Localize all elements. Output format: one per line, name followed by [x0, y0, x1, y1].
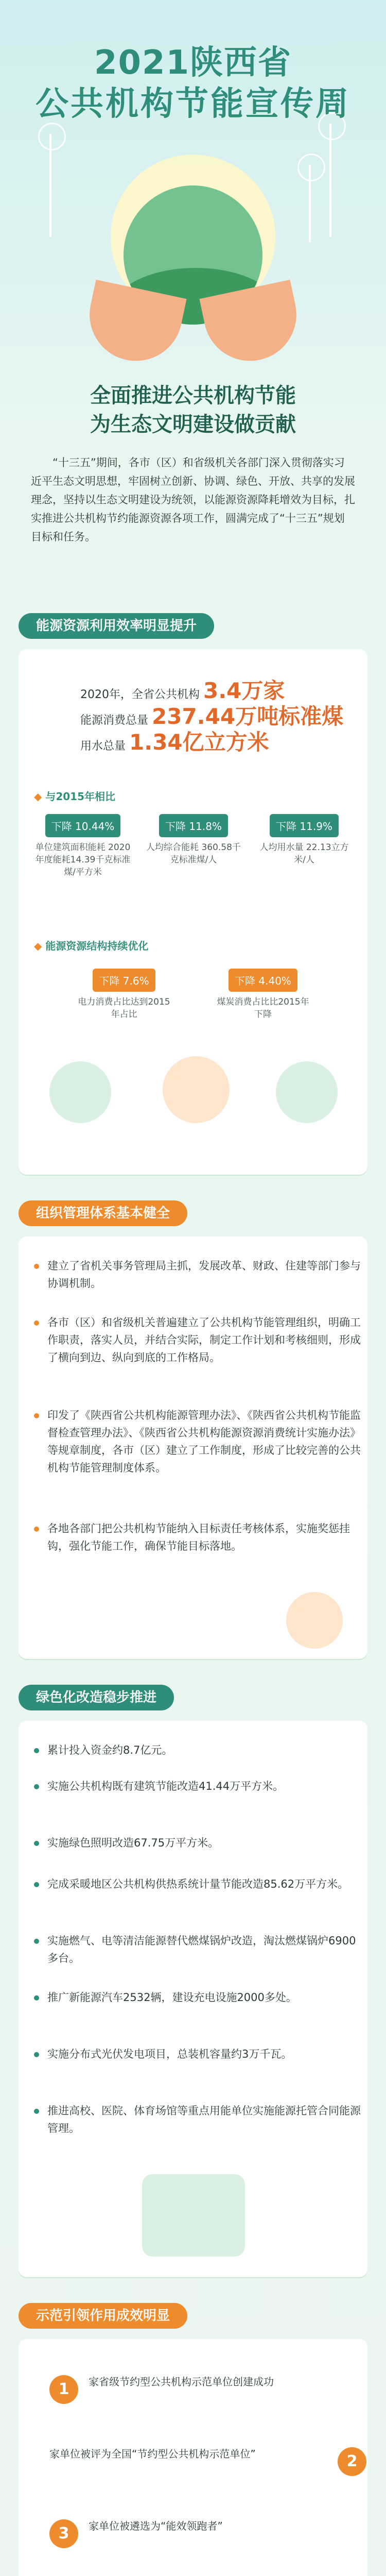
wind-turbine-icon	[329, 124, 331, 237]
demo-row	[49, 2442, 374, 2483]
list-item: 建立了省机关事务管理局主抓，发展改革、财政、住建等部门参与协调机制。	[34, 1257, 365, 1292]
section-banner: 能源资源利用效率明显提升	[19, 613, 214, 639]
demo-row	[49, 2370, 374, 2411]
list-item: 印发了《陕西省公共机构能源管理办法》、《陕西省公共机构节能监督检查管理办法》、《陕西省公共机构能源资源消费统计实施办法》等规章制度，各市（区）建立了工作制度，形成了比较完善的公共机构节能管理制度体系。	[34, 1406, 365, 1477]
energy-value: 237.44万吨标准煤	[152, 704, 344, 729]
kpi-label: 电力消费占比达到2015年占比	[78, 997, 170, 1020]
section-banner: 组织管理体系基本健全	[19, 1200, 187, 1226]
kpi-badge: 下降 11.8%	[159, 814, 228, 837]
list-item: 推进高校、医院、体育场馆等重点用能单位实施能源托管合同能源管理。	[34, 2102, 365, 2137]
document-icon	[286, 1592, 343, 1649]
demo-row	[49, 2514, 374, 2555]
demo-text: 家单位被评为全国“节约型公共机构示范单位”	[49, 2448, 256, 2460]
section-energy-efficiency	[19, 649, 367, 1175]
list-item: 实施公共机构既有建筑节能改造41.44万平方米。	[34, 1777, 365, 1795]
summary-text: 能源消费总量	[80, 714, 149, 727]
section-banner: 示范引领作用成效明显	[19, 2303, 187, 2329]
list-item: 各市（区）和省级机关普遍建立了公共机构节能管理组织，明确工作职责，落实人员，并结合实际，制定工作计划和考核细则，形成了横向到边、纵向到底的工作格局。	[34, 1314, 365, 1366]
units-value: 3.4万家	[203, 678, 285, 703]
demo-number: 2	[338, 2447, 366, 2476]
kpi-badge: 下降 4.40%	[229, 969, 297, 992]
kpi-item	[34, 814, 132, 878]
kpi-badge: 下降 7.6%	[93, 969, 155, 992]
summary-text: 2020年，全省公共机构	[80, 688, 200, 701]
kpi-label: 人均用水量 22.13立方米/人	[259, 842, 349, 865]
demo-text: 家省级节约型公共机构示范单位创建成功	[89, 2376, 274, 2388]
kpi-item	[145, 814, 242, 878]
kpi-item	[75, 969, 173, 1021]
section-management	[19, 1236, 367, 1659]
kpi-row	[75, 969, 312, 1021]
section-banner: 绿色化改造稳步推进	[19, 1685, 174, 1710]
kpi-badge: 下降 10.44%	[45, 814, 121, 837]
structure-label: ◆ 能源资源结构持续优化	[34, 938, 148, 953]
compare-label: ◆ 与2015年相比	[34, 788, 115, 803]
section-demonstration	[19, 2339, 367, 2576]
demo-text: 家单位被遴选为“能效领跑者”	[89, 2520, 223, 2532]
header-year: 2021陕西省	[94, 44, 292, 82]
demo-number: 3	[49, 2519, 78, 2548]
lightning-icon	[276, 1061, 338, 1123]
demo-number: 1	[49, 2375, 78, 2404]
header-slogan	[0, 381, 386, 439]
list-item: 完成采暖地区公共机构供热系统计量节能改造85.62万平方米。	[34, 1875, 365, 1893]
kpi-label: 单位建筑面积能耗 2020年度能耗14.39千克标准煤/平方米	[35, 842, 131, 877]
building-icon	[49, 1061, 111, 1123]
slogan-line: 为生态文明建设做贡献	[90, 413, 296, 436]
kpi-label: 人均综合能耗 360.58千克标准煤/人	[146, 842, 241, 865]
wind-turbine-icon	[49, 134, 51, 237]
list-item: 累计投入资金约8.7亿元。	[34, 1741, 365, 1759]
water-drop-icon	[163, 1056, 230, 1123]
kpi-item	[255, 814, 353, 878]
kpi-row	[34, 814, 353, 878]
energy-summary	[80, 680, 348, 757]
kpi-item	[214, 969, 312, 1021]
list-item: 实施燃气、电等清洁能源替代燃煤锅炉改造，淘汰燃煤锅炉6900多台。	[34, 1932, 365, 1967]
list-item: 实施分布式光伏发电项目，总装机容量约3万千瓦。	[34, 2045, 365, 2063]
section-green-retrofit	[19, 1721, 367, 2277]
list-item: 各地各部门把公共机构节能纳入目标责任考核体系，实施奖惩挂钩，强化节能工作，确保节能目标落地。	[34, 1520, 365, 1555]
kpi-label: 煤炭消费占比比2015年下降	[217, 997, 309, 1020]
header	[0, 0, 386, 608]
water-value: 1.34亿立方米	[129, 730, 269, 755]
solar-panel-icon	[142, 2174, 245, 2257]
slogan-line: 全面推进公共机构节能	[90, 384, 296, 408]
header-intro: “十三五”期间，各市（区）和省级机关各部门深入贯彻落实习近平生态文明思想，牢固树立创新、协调、绿色、开放、共享的发展理念，坚持以生态文明建设为统领，以能源资源降耗增效为目标，扎实推进公共机构节约能源资源各项工作，圆满完成了“十三五”规划目标和任务。	[31, 456, 355, 543]
kpi-badge: 下降 11.9%	[270, 814, 339, 837]
list-item: 实施绿色照明改造67.75万平方米。	[34, 1834, 365, 1852]
header-title: 公共机构节能宣传周	[36, 85, 350, 123]
list-item: 推广新能源汽车2532辆，建设充电设施2000多处。	[34, 1989, 365, 2006]
wind-turbine-icon	[309, 165, 311, 242]
summary-text: 用水总量	[80, 740, 126, 753]
